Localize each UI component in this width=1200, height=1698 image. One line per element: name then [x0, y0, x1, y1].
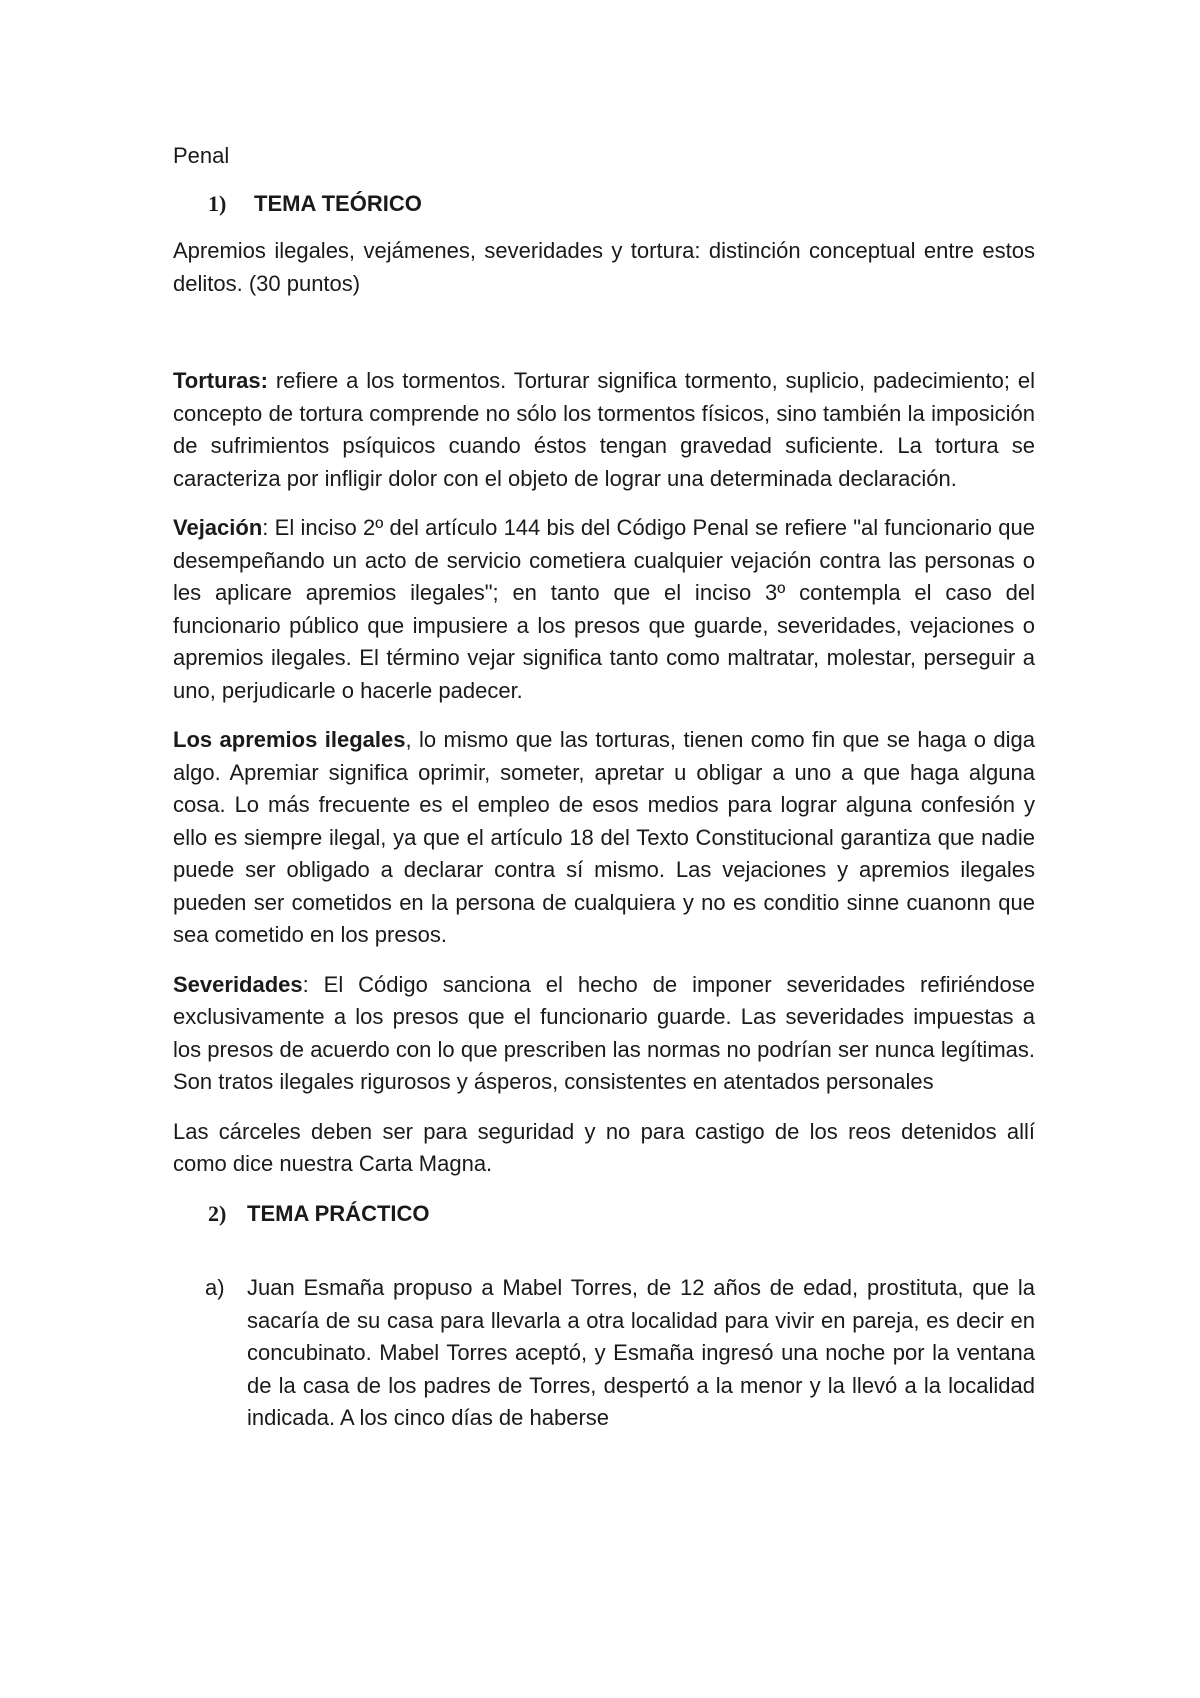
blank-line [173, 317, 1035, 365]
vejacion-paragraph [173, 512, 1035, 707]
section-number: 2) [208, 1200, 227, 1226]
paragraph-text: refiere a los tormentos. Torturar significa tormento, suplicio, padecimiento; el concepto de tortura comprende no sólo los tormentos físicos, sino también la imposición de sufrimientos psíquicos cuando éstos tengan gravedad suficiente. La tortura se caracteriza por infligir dolor con el objeto de lograr una determinada declaración. [173, 368, 1035, 491]
paragraph-term: Torturas: [173, 368, 268, 393]
document-body [173, 140, 1035, 1435]
paragraph-text: : El inciso 2º del artículo 144 bis del Código Penal se refiere "al funcionario que desempeñando un acto de servicio cometiera cualquier vejación contra las personas o les aplicare apremios ilegales"; en tanto que el inciso 3º contempla el caso del funcionario público que impusiere a los presos que guarde, severidades, vejaciones o apremios ilegales. El término vejar significa tanto como maltratar, molestar, perseguir a uno, perjudicarle o hacerle padecer. [173, 515, 1035, 703]
case-a-text: Juan Esmaña propuso a Mabel Torres, de 12 años de edad, prostituta, que la sacaría de su casa para llevarla a otra localidad para vivir en pareja, es decir en concubinato. Mabel Torres aceptó, y Esmaña ingresó una noche por la ventana de la casa de los padres de Torres, despertó a la menor y la llevó a la localidad indicada. A los cinco días de haberse [247, 1275, 1035, 1430]
carceles-paragraph: Las cárceles deben ser para seguridad y no para castigo de los reos detenidos allí como dice nuestra Carta Magna. [173, 1118, 1035, 1176]
section-number: 1) [208, 190, 227, 216]
torturas-paragraph [173, 365, 1035, 495]
paragraph-text: , lo mismo que las torturas, tienen como fin que se haga o diga algo. Apremiar significa oprimir, someter, apretar u obligar a uno a que haga alguna cosa. Lo más frecuente es el empleo de esos medios para lograr alguna confesión y ello es siempre ilegal, ya que el artículo 18 del Texto Constitucional garantiza que nadie puede ser obligado a declarar contra sí mismo. Las vejaciones y apremios ilegales pueden ser cometidos en la persona de cualquiera y no es conditio sinne cuanonn que sea cometido en los presos. [173, 727, 1035, 947]
paragraph-term: Vejación [173, 515, 263, 540]
paragraph-text: : El Código sanciona el hecho de imponer severidades refiriéndose exclusivamente a los presos que el funcionario guarde. Las severidades impuestas a los presos de acuerdo con lo que prescriben las normas no podrían ser nunca legítimas. Son tratos ilegales rigurosos y ásperos, consistentes en atentados personales [173, 971, 1035, 1094]
document-title: Penal [173, 143, 230, 168]
section-title: TEMA PRÁCTICO [247, 1200, 430, 1226]
section-heading-practice [208, 1198, 1035, 1231]
apremios-paragraph [173, 724, 1035, 952]
question-paragraph: Apremios ilegales, vejámenes, severidades y tortura: distinción conceptual entre estos delitos. (30 puntos) [173, 238, 1035, 296]
case-a-item [205, 1272, 1035, 1435]
list-marker: a) [205, 1275, 225, 1300]
paragraph-term: Los apremios ilegales [173, 727, 406, 752]
section-heading-theory [208, 188, 1035, 221]
section-title: TEMA TEÓRICO [254, 190, 422, 216]
paragraph-term: Severidades [173, 971, 303, 997]
severidades-paragraph [173, 969, 1035, 1099]
